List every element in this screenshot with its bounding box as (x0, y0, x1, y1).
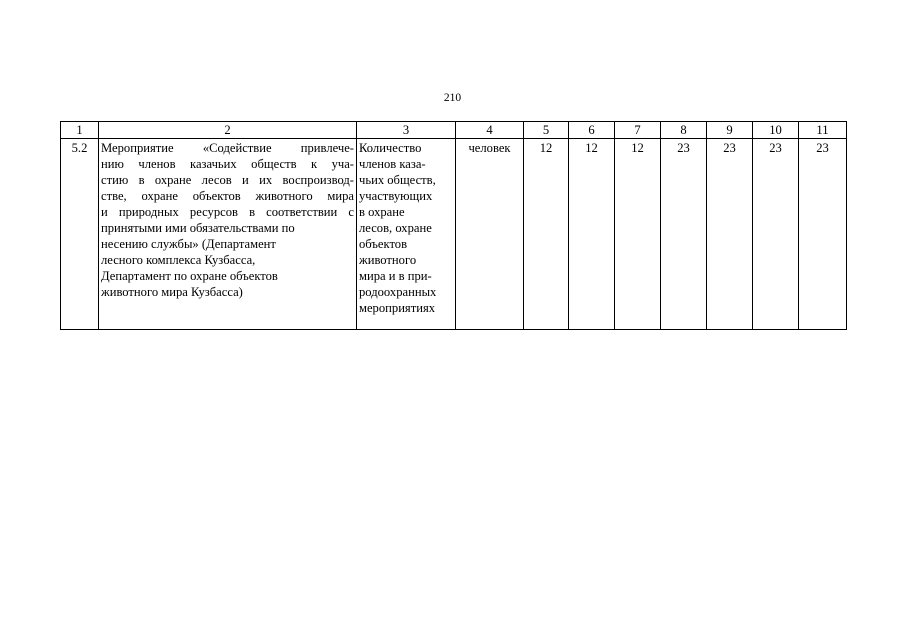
indicator-line: в охране (359, 205, 405, 219)
description-line: стию в охране лесов и их воспроизвод- (101, 173, 354, 187)
column-number-cell: 3 (357, 122, 456, 139)
value-cell: 12 (615, 139, 661, 330)
column-number-cell: 6 (569, 122, 615, 139)
indicator-name-cell (357, 139, 456, 330)
indicator-line: мира и в при- (359, 269, 432, 283)
description-line: стве, охране объектов животного мира (101, 189, 354, 203)
indicator-line: мероприятиях (359, 301, 436, 315)
description-line: Департамент по охране объектов (101, 269, 278, 283)
column-number-cell: 9 (707, 122, 753, 139)
column-number-cell: 4 (456, 122, 524, 139)
value-cell: 12 (524, 139, 569, 330)
description-line: несению службы» (Департамент (101, 237, 276, 251)
row-number-cell: 5.2 (61, 139, 99, 330)
description-line: лесного комплекса Кузбасса, (101, 253, 256, 267)
measure-description-cell (99, 139, 357, 330)
column-number-cell: 2 (99, 122, 357, 139)
unit-cell: человек (456, 139, 524, 330)
indicators-table (60, 121, 847, 330)
value-cell: 23 (753, 139, 799, 330)
indicator-line: чьих обществ, (359, 173, 436, 187)
value-cell: 23 (661, 139, 707, 330)
value-cell: 23 (707, 139, 753, 330)
page-number: 210 (443, 92, 462, 104)
value-cell: 23 (799, 139, 847, 330)
column-number-cell: 11 (799, 122, 847, 139)
description-line: нию членов казачьих обществ к уча- (101, 157, 354, 171)
indicator-line: объектов (359, 237, 408, 251)
description-line: Мероприятие «Содействие привлече- (101, 141, 354, 155)
description-line: и природных ресурсов в соответствии с (101, 205, 354, 219)
column-number-cell: 1 (61, 122, 99, 139)
table-header-row (61, 122, 847, 139)
indicator-line: родоохранных (359, 285, 437, 299)
value-cell: 12 (569, 139, 615, 330)
description-line: животного мира Кузбасса) (101, 285, 243, 299)
table-row (61, 139, 847, 330)
indicator-line: животного (359, 253, 417, 267)
column-number-cell: 8 (661, 122, 707, 139)
indicator-line: участвующих (359, 189, 433, 203)
description-line: принятыми ими обязательствами по (101, 221, 295, 235)
indicator-line: членов каза- (359, 157, 426, 171)
column-number-cell: 10 (753, 122, 799, 139)
column-number-cell: 7 (615, 122, 661, 139)
indicator-line: Количество (359, 141, 422, 155)
indicator-line: лесов, охране (359, 221, 432, 235)
column-number-cell: 5 (524, 122, 569, 139)
